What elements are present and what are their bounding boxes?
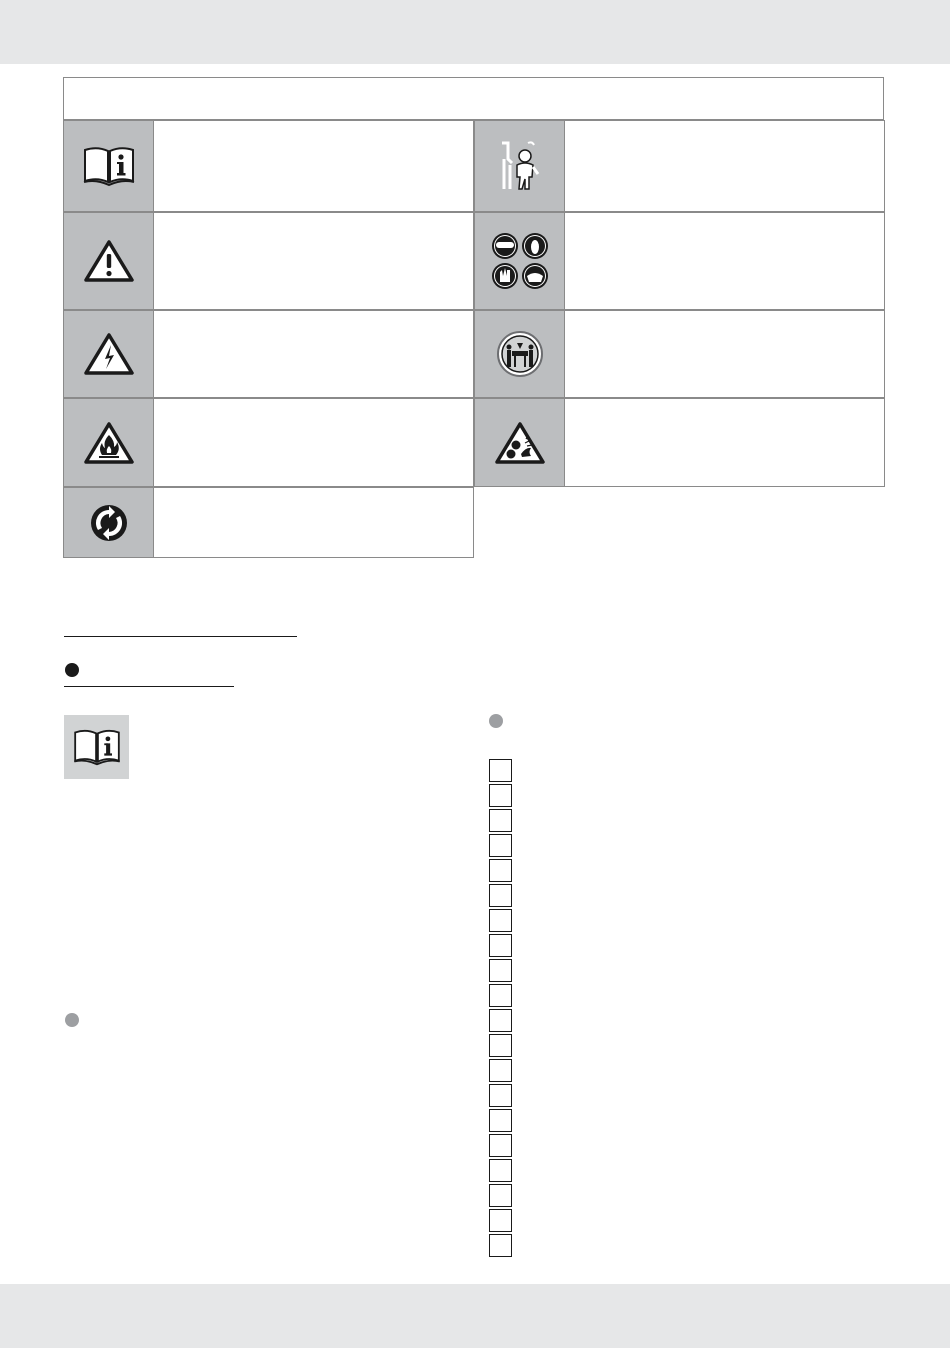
protective-equipment-icon (490, 232, 550, 290)
subsection-bullet (65, 1013, 79, 1027)
legend-cell-green-dot (63, 487, 474, 558)
legend-cell-protective-equipment (474, 212, 885, 310)
part-number-box (489, 884, 512, 907)
legend-cell-flying-debris (474, 398, 885, 487)
subsection-bullet (489, 714, 503, 728)
part-number-box (489, 1009, 512, 1032)
part-number-box (489, 1234, 512, 1257)
legend-cell-keep-children-away (474, 120, 885, 212)
legend-cell-two-person-lift (474, 310, 885, 398)
read-instructions-icon (70, 727, 124, 767)
instructions-notice-panel (64, 715, 129, 779)
part-number-box (489, 859, 512, 882)
legend-cell-read-instructions (63, 120, 474, 212)
part-number-box (489, 934, 512, 957)
electric-hazard-icon (84, 332, 134, 376)
green-dot-recycling-icon (90, 504, 128, 542)
keep-children-away-icon (498, 139, 542, 193)
part-number-box (489, 1159, 512, 1182)
part-number-box (489, 1084, 512, 1107)
fire-hazard-icon (84, 421, 134, 465)
section-bullet (65, 663, 79, 677)
part-number-box (489, 1059, 512, 1082)
top-band (0, 0, 950, 64)
legend-header (63, 77, 884, 120)
two-person-lift-icon (496, 330, 544, 378)
part-number-box (489, 1034, 512, 1057)
flying-debris-icon (495, 421, 545, 465)
legend-cell-electric-hazard (63, 310, 474, 398)
part-number-box (489, 1134, 512, 1157)
warning-triangle-icon (84, 239, 134, 283)
intro-heading-rule (64, 686, 234, 687)
part-number-box (489, 784, 512, 807)
symbol-legend (63, 77, 885, 558)
part-number-box (489, 909, 512, 932)
part-number-box (489, 1209, 512, 1232)
part-number-box (489, 959, 512, 982)
legend-cell-warning (63, 212, 474, 310)
part-number-box (489, 1109, 512, 1132)
part-number-box (489, 759, 512, 782)
part-number-box (489, 1184, 512, 1207)
section-heading-rule (64, 636, 297, 637)
legend-cell-fire-hazard (63, 398, 474, 487)
read-instructions-icon (82, 144, 136, 188)
part-number-box (489, 809, 512, 832)
part-number-box (489, 984, 512, 1007)
bottom-band (0, 1284, 950, 1348)
part-number-box (489, 834, 512, 857)
